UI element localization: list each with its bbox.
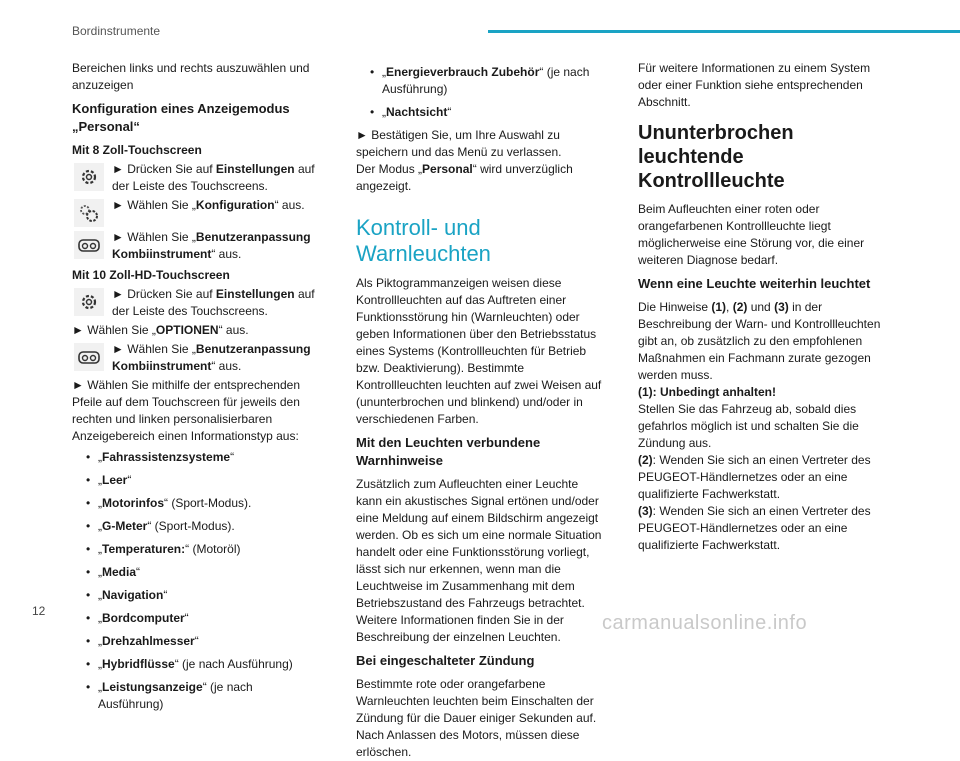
step-text: auf der Leiste des Touchscreens. (112, 287, 315, 318)
text-run: Der Modus „ (356, 162, 423, 176)
personal-mode-heading: Konfiguration eines Anzeigemodus „Personal“ (72, 101, 290, 134)
step-text: ► Wählen Sie „ (72, 323, 156, 337)
list-item-label: Media (102, 565, 137, 579)
list-item: • „Energieverbrauch Zubehör“ (je nach Ausführung) (370, 64, 604, 98)
text-bold: Personal (422, 162, 473, 176)
mode-shown-text (356, 161, 604, 195)
list-item: • „Leer“ (86, 472, 320, 489)
step-text: ► Drücken Sie auf (112, 287, 216, 301)
column-middle (356, 60, 604, 761)
note-1-text: Stellen Sie das Fahrzeug ab, sobald dies gefahrlos möglich ist und schalten Sie die Zündung aus. (638, 402, 859, 450)
warning-lights-heading: Kontroll- und Warnleuchten (356, 215, 491, 266)
list-item: • „Hybridflüsse“ (je nach Ausführung) (86, 656, 320, 673)
ignition-on-text: Bestimmte rote oder orangefarbene Warnleuchten leuchten beim Einschalten der Zündung für die Dauer einiger Sekunden auf. Nach Anlassen des Motors, müssen diese erlöschen. (356, 677, 597, 759)
list-item-label: Drehzahlmesser (102, 634, 195, 648)
step-bold: Einstellungen (215, 162, 295, 176)
list-item: • „Navigation“ (86, 587, 320, 604)
column-left (72, 60, 320, 719)
step-text: ► Wählen Sie „ (112, 342, 196, 356)
list-item-label: Energieverbrauch Zubehör (386, 65, 540, 79)
list-item: • „Drehzahlmesser“ (86, 633, 320, 650)
note-label: (1) (638, 385, 653, 399)
ignition-on-heading: Bei eingeschalteter Zündung (356, 653, 535, 668)
list-item-label: Temperaturen: (102, 542, 186, 556)
text-run: “ wird unverzüglich angezeigt. (356, 162, 573, 193)
info-type-list (72, 449, 320, 713)
step-text: “ aus. (218, 323, 249, 337)
touchscreen-8-heading: Mit 8 Zoll-Touchscreen (72, 143, 202, 157)
step-text: “ aus. (211, 247, 242, 261)
continuous-light-text: Beim Aufleuchten einer roten oder orangefarbenen Kontrollleuchte liegt möglicherweise eine Störung vor, die einer weiteren Diagnose bedarf. (638, 202, 865, 267)
step-settings-8 (72, 161, 320, 195)
list-item-label: Fahrassistenzsysteme (102, 450, 231, 464)
associated-warnings-text: Zusätzlich zum Aufleuchten einer Leuchte kann ein akustisches Signal ertönen und/oder eine Meldung auf einem Bildschirm angezeigt werden. Ob es sich um eine normale Situation handelt oder eine Funktionsstörung vorliegt, lässt sich nur erkennen, wenn man die Leuchtweise im Zusammenhang mit dem Betriebszustand des Fahrzeugs betrachtet. Weitere Informationen finden Sie in der Beschreibung der einzelnen Leuchten. (356, 477, 602, 644)
list-item-label: Leistungsanzeige (102, 680, 203, 694)
step-bold: Einstellungen (215, 287, 295, 301)
step-text: auf der Leiste des Touchscreens. (112, 162, 315, 193)
list-item: • „Fahrassistenzsysteme“ (86, 449, 320, 466)
step-select-info: ► Wählen Sie mithilfe der entsprechenden Pfeile auf dem Touchscreen für jeweils den rechten und linken personalisierbaren Anzeigebereich einen Informationstyp aus: (72, 378, 300, 443)
instrument-cluster-icon (74, 231, 104, 259)
note-label: (3) (638, 504, 653, 518)
header-accent-bar (488, 30, 960, 33)
list-item-label: Nachtsicht (386, 105, 448, 119)
list-item-label: G-Meter (102, 519, 148, 533)
list-item: • „G-Meter“ (Sport-Modus). (86, 518, 320, 535)
list-item-note: (je nach Ausführung) (98, 680, 253, 711)
gear-icon (74, 288, 104, 316)
list-item: • „Leistungsanzeige“ (je nach Ausführung) (86, 679, 320, 713)
step-bold: Benutzeranpassung Kombiinstrument (112, 230, 311, 261)
note-2 (638, 452, 886, 503)
text-run: , (726, 300, 733, 314)
step-text: “ aus. (211, 359, 242, 373)
associated-warnings-heading: Mit den Leuchten verbundene Warnhinweise (356, 435, 541, 468)
header-section-title: Bordinstrumente (72, 24, 161, 38)
list-item: • „Motorinfos“ (Sport-Modus). (86, 495, 320, 512)
note-text: : Wenden Sie sich an einen Vertreter des PEUGEOT-Händlernetzes oder an eine qualifizierte Fachwerkstatt. (638, 453, 871, 501)
list-item: • „Bordcomputer“ (86, 610, 320, 627)
list-item-label: Bordcomputer (102, 611, 185, 625)
step-text: ► Drücken Sie auf (112, 162, 216, 176)
text-run: in der Beschreibung der Warn- und Kontrollleuchten gibt an, ob zusätzlich zu den empfohlenen Maßnahmen ein Fachmann zurate gezogen werden muss. (638, 300, 881, 382)
more-info-text: Für weitere Informationen zu einem System oder einer Funktion siehe entsprechenden Abschnitt. (638, 61, 871, 109)
list-item-note: (Sport-Modus). (151, 519, 235, 533)
notes-explanation (638, 299, 886, 384)
list-item-note: (je nach Ausführung) (382, 65, 590, 96)
note-3 (638, 503, 886, 554)
step-bold: Konfiguration (195, 198, 275, 212)
light-stays-on-heading: Wenn eine Leuchte weiterhin leuchtet (638, 276, 871, 291)
step-bold: Benutzeranpassung Kombiinstrument (112, 342, 311, 373)
step-options (72, 322, 320, 339)
intro-text: Bereichen links und rechts auszuwählen und anzuzeigen (72, 61, 310, 92)
step-text: ► Wählen Sie „ (112, 230, 196, 244)
gear-icon (74, 163, 104, 191)
step-text: ► Wählen Sie „ (112, 198, 196, 212)
step-cluster-custom-8 (72, 229, 320, 263)
info-type-list-continued (356, 64, 604, 121)
step-bold: OPTIONEN (155, 323, 219, 337)
continuous-light-heading: Ununterbrochen leuchtende Kontrollleuchte (638, 122, 794, 192)
note-text: : Wenden Sie sich an einen Vertreter des PEUGEOT-Händlernetzes oder an eine qualifizierte Fachwerkstatt. (638, 504, 871, 552)
warning-lights-intro: Als Piktogrammanzeigen weisen diese Kontrollleuchten auf das Auftreten einer Funktionsstörung hin (Warnleuchten) oder geben Informationen über den Betriebsstatus eines Systems (Kontrollleuchten für Betrieb bzw. Deaktivierung). Bestimmte Kontrollleuchten leuchten auf zwei Weisen auf (ununterbrochen und blinkend) und/oder in verschiedenen Farben. (356, 276, 602, 426)
list-item-label: Hybridflüsse (102, 657, 175, 671)
text-run: und (747, 300, 775, 314)
list-item: • „Nachtsicht“ (370, 104, 604, 121)
note-1-title (638, 384, 886, 401)
column-right (638, 60, 886, 554)
step-cluster-custom-10 (72, 341, 320, 375)
page-number: 12 (32, 604, 46, 618)
list-item-note: (Motoröl) (189, 542, 241, 556)
list-item-label: Leer (102, 473, 128, 487)
list-item-note: (je nach Ausführung) (178, 657, 293, 671)
text-bold: (2) (732, 300, 748, 314)
instrument-cluster-icon (74, 343, 104, 371)
text-bold: (3) (774, 300, 789, 314)
touchscreen-10-heading: Mit 10 Zoll-HD-Touchscreen (72, 268, 230, 282)
multi-gear-icon (74, 199, 104, 227)
list-item: • „Temperaturen:“ (Motoröl) (86, 541, 320, 558)
list-item: • „Media“ (86, 564, 320, 581)
list-item-note: (Sport-Modus). (168, 496, 252, 510)
step-text: “ aus. (274, 198, 305, 212)
watermark: carmanualsonline.info (602, 612, 808, 634)
note-title: : Unbedingt anhalten! (652, 385, 776, 399)
text-bold: (1) (711, 300, 727, 314)
text-run: Die Hinweise (638, 300, 712, 314)
list-item-label: Navigation (102, 588, 164, 602)
list-item-label: Motorinfos (102, 496, 164, 510)
step-configuration (72, 197, 320, 227)
step-settings-10 (72, 286, 320, 320)
confirm-text: ► Bestätigen Sie, um Ihre Auswahl zu speichern und das Menü zu verlassen. (356, 128, 562, 159)
note-label: (2) (638, 453, 653, 467)
